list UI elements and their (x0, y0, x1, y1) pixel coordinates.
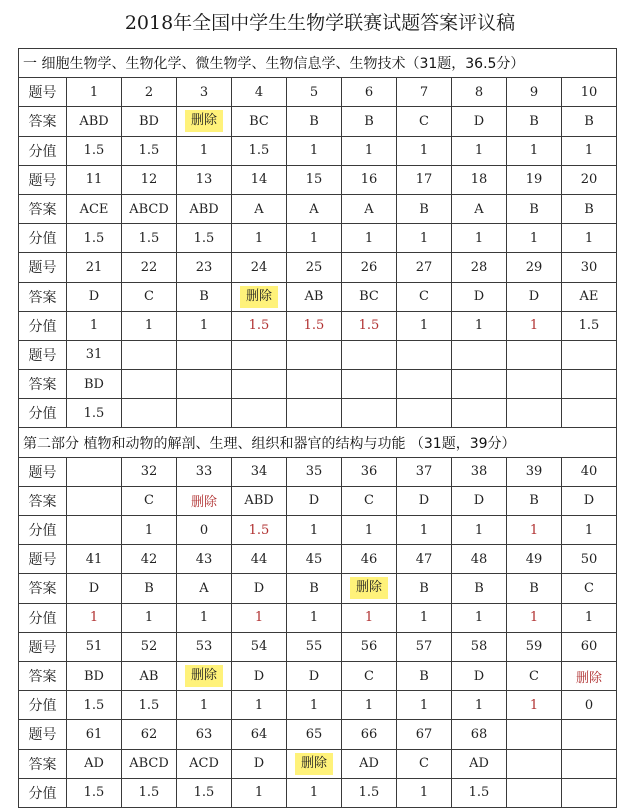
answer-cell: D (507, 282, 562, 311)
answer-cell: 删除 (177, 486, 232, 515)
answer-cell: D (397, 486, 452, 515)
answer-cell: B (397, 661, 452, 690)
row-label: 题号 (19, 720, 67, 749)
score-cell: 1.5 (232, 311, 287, 340)
score-cell (562, 778, 617, 807)
answer-cell (232, 282, 287, 311)
answer-cell: C (342, 661, 397, 690)
score-cell (507, 399, 562, 428)
score-cell: 1.5 (232, 516, 287, 545)
row-label: 分值 (19, 516, 67, 545)
row-label: 题号 (19, 632, 67, 661)
answer-cell (507, 749, 562, 778)
question-number-cell: 63 (177, 720, 232, 749)
row-label: 题号 (19, 78, 67, 107)
score-cell: 1 (232, 603, 287, 632)
question-number-cell: 52 (122, 632, 177, 661)
answer-cell: B (177, 282, 232, 311)
score-cell: 1 (507, 136, 562, 165)
score-cell: 1 (342, 136, 397, 165)
answer-cell: B (397, 574, 452, 603)
question-number-cell: 39 (507, 457, 562, 486)
score-cell: 1 (397, 691, 452, 720)
score-cell: 1 (397, 516, 452, 545)
question-number-cell (562, 720, 617, 749)
answer-cell: B (342, 107, 397, 136)
answer-cell: AD (342, 749, 397, 778)
row-label: 分值 (19, 224, 67, 253)
question-number-cell: 58 (452, 632, 507, 661)
score-cell: 1 (67, 603, 122, 632)
answer-row (19, 486, 617, 515)
question-number-cell: 12 (122, 165, 177, 194)
question-number-cell: 10 (562, 78, 617, 107)
score-row (19, 603, 617, 632)
question-number-cell: 60 (562, 632, 617, 661)
score-cell: 1 (287, 224, 342, 253)
question-number-cell: 3 (177, 78, 232, 107)
score-cell: 1 (342, 224, 397, 253)
score-cell: 1 (122, 311, 177, 340)
answer-cell: D (452, 282, 507, 311)
score-cell: 1 (452, 311, 507, 340)
question-number-cell: 33 (177, 457, 232, 486)
row-label: 题号 (19, 545, 67, 574)
score-cell: 1 (342, 691, 397, 720)
question-number-cell: 65 (287, 720, 342, 749)
answer-cell: C (122, 282, 177, 311)
question-number-cell: 45 (287, 545, 342, 574)
question-number-cell: 41 (67, 545, 122, 574)
question-number-cell: 49 (507, 545, 562, 574)
score-cell: 1 (177, 311, 232, 340)
score-cell (232, 399, 287, 428)
score-cell: 1 (452, 136, 507, 165)
answer-row (19, 370, 617, 399)
answer-cell: B (287, 107, 342, 136)
score-cell: 0 (177, 516, 232, 545)
question-number-cell: 54 (232, 632, 287, 661)
answer-cell: A (232, 194, 287, 223)
answer-cell: C (397, 282, 452, 311)
answer-cell: BC (342, 282, 397, 311)
question-number-cell: 31 (67, 340, 122, 369)
question-number-cell: 30 (562, 253, 617, 282)
score-cell: 1 (507, 691, 562, 720)
question-number-cell: 19 (507, 165, 562, 194)
answer-cell (67, 486, 122, 515)
answer-cell: C (122, 486, 177, 515)
question-number-cell: 43 (177, 545, 232, 574)
answer-row (19, 282, 617, 311)
question-number-cell (452, 340, 507, 369)
question-number-cell: 68 (452, 720, 507, 749)
question-number-row (19, 340, 617, 369)
question-number-cell: 55 (287, 632, 342, 661)
answer-row (19, 661, 617, 690)
score-cell: 1 (67, 311, 122, 340)
row-label: 题号 (19, 253, 67, 282)
score-cell: 1 (397, 311, 452, 340)
deleted-highlight: 删除 (185, 665, 223, 687)
score-cell: 1 (177, 136, 232, 165)
answer-cell: D (452, 486, 507, 515)
answer-cell: D (232, 661, 287, 690)
answer-cell: ABCD (122, 749, 177, 778)
score-cell: 1.5 (177, 224, 232, 253)
row-label: 分值 (19, 778, 67, 807)
question-number-row (19, 253, 617, 282)
score-cell: 1.5 (562, 311, 617, 340)
question-number-cell: 35 (287, 457, 342, 486)
question-number-row (19, 165, 617, 194)
answer-row (19, 749, 617, 778)
answer-cell: BD (67, 661, 122, 690)
score-cell: 1.5 (342, 778, 397, 807)
question-number-cell: 66 (342, 720, 397, 749)
answer-cell: A (287, 194, 342, 223)
score-cell: 1.5 (122, 224, 177, 253)
question-number-row (19, 545, 617, 574)
question-number-cell (232, 340, 287, 369)
score-cell: 1 (122, 516, 177, 545)
answer-cell: B (287, 574, 342, 603)
answer-cell: C (507, 661, 562, 690)
score-cell: 1 (452, 224, 507, 253)
score-cell (287, 399, 342, 428)
question-number-row (19, 457, 617, 486)
answer-cell: AD (452, 749, 507, 778)
score-cell: 1 (452, 603, 507, 632)
score-cell: 1 (177, 603, 232, 632)
score-row (19, 136, 617, 165)
score-cell: 1.5 (452, 778, 507, 807)
score-cell: 1 (507, 224, 562, 253)
score-cell: 1.5 (342, 311, 397, 340)
score-cell: 1 (397, 224, 452, 253)
score-cell: 1 (562, 603, 617, 632)
score-cell (562, 399, 617, 428)
answer-cell (177, 370, 232, 399)
answer-cell: ABD (67, 107, 122, 136)
question-number-cell: 15 (287, 165, 342, 194)
answer-cell: B (397, 194, 452, 223)
question-number-cell: 48 (452, 545, 507, 574)
question-number-cell: 24 (232, 253, 287, 282)
question-number-cell (562, 340, 617, 369)
row-label: 答案 (19, 574, 67, 603)
question-number-cell: 2 (122, 78, 177, 107)
answer-cell: D (452, 661, 507, 690)
score-row (19, 691, 617, 720)
score-cell: 1 (507, 603, 562, 632)
question-number-cell: 23 (177, 253, 232, 282)
answer-table (18, 48, 617, 808)
score-cell: 1 (562, 136, 617, 165)
question-number-cell: 67 (397, 720, 452, 749)
answer-cell: D (67, 574, 122, 603)
question-number-cell (342, 340, 397, 369)
answer-cell: ABCD (122, 194, 177, 223)
answer-cell: A (342, 194, 397, 223)
answer-cell (287, 370, 342, 399)
score-cell: 1.5 (122, 778, 177, 807)
question-number-cell: 51 (67, 632, 122, 661)
row-label: 答案 (19, 370, 67, 399)
row-label: 答案 (19, 486, 67, 515)
score-cell: 1 (287, 778, 342, 807)
question-number-cell: 22 (122, 253, 177, 282)
question-number-cell: 21 (67, 253, 122, 282)
row-label: 答案 (19, 107, 67, 136)
score-cell: 1 (232, 691, 287, 720)
answer-cell: B (507, 107, 562, 136)
question-number-cell: 64 (232, 720, 287, 749)
score-cell: 1 (177, 691, 232, 720)
deleted-highlight: 删除 (295, 753, 333, 775)
score-cell: 1 (562, 224, 617, 253)
answer-cell: D (562, 486, 617, 515)
question-number-cell: 16 (342, 165, 397, 194)
question-number-cell: 11 (67, 165, 122, 194)
question-number-cell: 17 (397, 165, 452, 194)
answer-cell: C (397, 749, 452, 778)
answer-cell (397, 370, 452, 399)
score-cell: 1.5 (177, 778, 232, 807)
answer-cell: B (507, 194, 562, 223)
document-title: 2018年全国中学生生物学联赛试题答案评议稿 (124, 12, 516, 34)
score-cell: 1.5 (287, 311, 342, 340)
answer-cell: ABD (232, 486, 287, 515)
answer-cell: BC (232, 107, 287, 136)
answer-row (19, 574, 617, 603)
question-number-cell: 62 (122, 720, 177, 749)
score-row (19, 399, 617, 428)
score-cell: 1.5 (67, 778, 122, 807)
answer-cell: ABD (177, 194, 232, 223)
answer-cell (507, 370, 562, 399)
question-number-cell (507, 720, 562, 749)
section-1-header: 一 细胞生物学、生物化学、微生物学、生物信息学、生物技术（31题，36.5分） (19, 49, 617, 78)
question-number-cell: 9 (507, 78, 562, 107)
score-row (19, 311, 617, 340)
answer-cell: D (232, 574, 287, 603)
answer-cell (177, 661, 232, 690)
answer-cell: AE (562, 282, 617, 311)
question-number-cell: 14 (232, 165, 287, 194)
row-label: 分值 (19, 311, 67, 340)
question-number-cell: 25 (287, 253, 342, 282)
question-number-cell: 42 (122, 545, 177, 574)
score-cell: 1 (232, 778, 287, 807)
score-cell: 1 (507, 311, 562, 340)
question-number-cell (177, 340, 232, 369)
answer-cell: B (452, 574, 507, 603)
answer-cell (342, 574, 397, 603)
question-number-cell: 47 (397, 545, 452, 574)
question-number-cell (507, 340, 562, 369)
answer-cell: A (177, 574, 232, 603)
section-2-header: 第二部分 植物和动物的解剖、生理、组织和器官的结构与功能 （31题，39分） (19, 428, 617, 457)
row-label: 题号 (19, 165, 67, 194)
answer-cell (287, 749, 342, 778)
score-row (19, 516, 617, 545)
answer-cell (177, 107, 232, 136)
score-cell: 1 (287, 516, 342, 545)
answer-cell: B (562, 194, 617, 223)
question-number-row (19, 78, 617, 107)
answer-cell: AD (67, 749, 122, 778)
question-number-cell: 59 (507, 632, 562, 661)
score-cell (177, 399, 232, 428)
question-number-cell: 8 (452, 78, 507, 107)
question-number-cell (397, 340, 452, 369)
question-number-row (19, 720, 617, 749)
score-cell: 1 (122, 603, 177, 632)
question-number-cell: 38 (452, 457, 507, 486)
question-number-cell: 1 (67, 78, 122, 107)
question-number-cell: 57 (397, 632, 452, 661)
answer-cell: B (507, 486, 562, 515)
answer-cell (452, 370, 507, 399)
question-number-cell (287, 340, 342, 369)
answer-cell: D (452, 107, 507, 136)
score-cell: 1 (562, 516, 617, 545)
row-label: 分值 (19, 691, 67, 720)
answer-row (19, 194, 617, 223)
score-cell: 1.5 (67, 136, 122, 165)
question-number-cell: 27 (397, 253, 452, 282)
score-cell (122, 399, 177, 428)
score-cell: 1.5 (232, 136, 287, 165)
question-number-cell: 7 (397, 78, 452, 107)
question-number-cell: 4 (232, 78, 287, 107)
score-cell: 1 (232, 224, 287, 253)
answer-cell: D (232, 749, 287, 778)
question-number-cell (67, 457, 122, 486)
answer-cell (232, 370, 287, 399)
score-row (19, 778, 617, 807)
row-label: 答案 (19, 282, 67, 311)
question-number-cell: 37 (397, 457, 452, 486)
deleted-highlight: 删除 (185, 110, 223, 132)
score-cell: 1 (342, 516, 397, 545)
answer-cell: AB (122, 661, 177, 690)
question-number-cell: 28 (452, 253, 507, 282)
row-label: 分值 (19, 603, 67, 632)
question-number-cell: 46 (342, 545, 397, 574)
row-label: 分值 (19, 136, 67, 165)
answer-cell: D (287, 486, 342, 515)
answer-cell: C (397, 107, 452, 136)
question-number-cell: 40 (562, 457, 617, 486)
answer-cell: B (507, 574, 562, 603)
answer-row (19, 107, 617, 136)
question-number-cell: 6 (342, 78, 397, 107)
row-label: 答案 (19, 194, 67, 223)
question-number-cell: 32 (122, 457, 177, 486)
question-number-cell: 36 (342, 457, 397, 486)
question-number-cell: 56 (342, 632, 397, 661)
deleted-highlight: 删除 (350, 577, 388, 599)
row-label: 题号 (19, 457, 67, 486)
question-number-cell: 50 (562, 545, 617, 574)
question-number-cell: 13 (177, 165, 232, 194)
answer-cell: ACD (177, 749, 232, 778)
answer-cell: B (562, 107, 617, 136)
score-cell: 1 (507, 516, 562, 545)
row-label: 分值 (19, 399, 67, 428)
question-number-cell: 34 (232, 457, 287, 486)
answer-cell: 删除 (562, 661, 617, 690)
row-label: 答案 (19, 749, 67, 778)
score-cell (507, 778, 562, 807)
score-cell (67, 516, 122, 545)
question-number-cell: 26 (342, 253, 397, 282)
answer-cell (562, 749, 617, 778)
score-row (19, 224, 617, 253)
answer-cell: B (122, 574, 177, 603)
answer-cell: A (452, 194, 507, 223)
score-cell: 1.5 (67, 224, 122, 253)
answer-cell: D (287, 661, 342, 690)
question-number-row (19, 632, 617, 661)
question-number-cell (122, 340, 177, 369)
answer-cell (122, 370, 177, 399)
score-cell: 1.5 (122, 136, 177, 165)
score-cell (342, 399, 397, 428)
score-cell: 1.5 (67, 691, 122, 720)
question-number-cell: 5 (287, 78, 342, 107)
row-label: 答案 (19, 661, 67, 690)
answer-cell (342, 370, 397, 399)
question-number-cell: 44 (232, 545, 287, 574)
answer-cell: C (562, 574, 617, 603)
score-cell: 1.5 (122, 691, 177, 720)
score-cell: 1 (397, 778, 452, 807)
score-cell (397, 399, 452, 428)
score-cell: 1 (287, 136, 342, 165)
score-cell: 1 (342, 603, 397, 632)
deleted-highlight: 删除 (240, 286, 278, 308)
row-label: 题号 (19, 340, 67, 369)
question-number-cell: 53 (177, 632, 232, 661)
question-number-cell: 61 (67, 720, 122, 749)
question-number-cell: 29 (507, 253, 562, 282)
answer-cell: ACE (67, 194, 122, 223)
answer-cell: D (67, 282, 122, 311)
score-cell: 1 (397, 136, 452, 165)
score-cell: 0 (562, 691, 617, 720)
answer-cell: BD (67, 370, 122, 399)
answer-cell: AB (287, 282, 342, 311)
score-cell (452, 399, 507, 428)
score-cell: 1 (452, 516, 507, 545)
score-cell: 1 (397, 603, 452, 632)
score-cell: 1 (452, 691, 507, 720)
score-cell: 1 (287, 603, 342, 632)
score-cell: 1.5 (67, 399, 122, 428)
answer-cell (562, 370, 617, 399)
question-number-cell: 18 (452, 165, 507, 194)
answer-cell: C (342, 486, 397, 515)
question-number-cell: 20 (562, 165, 617, 194)
score-cell: 1 (287, 691, 342, 720)
answer-cell: BD (122, 107, 177, 136)
